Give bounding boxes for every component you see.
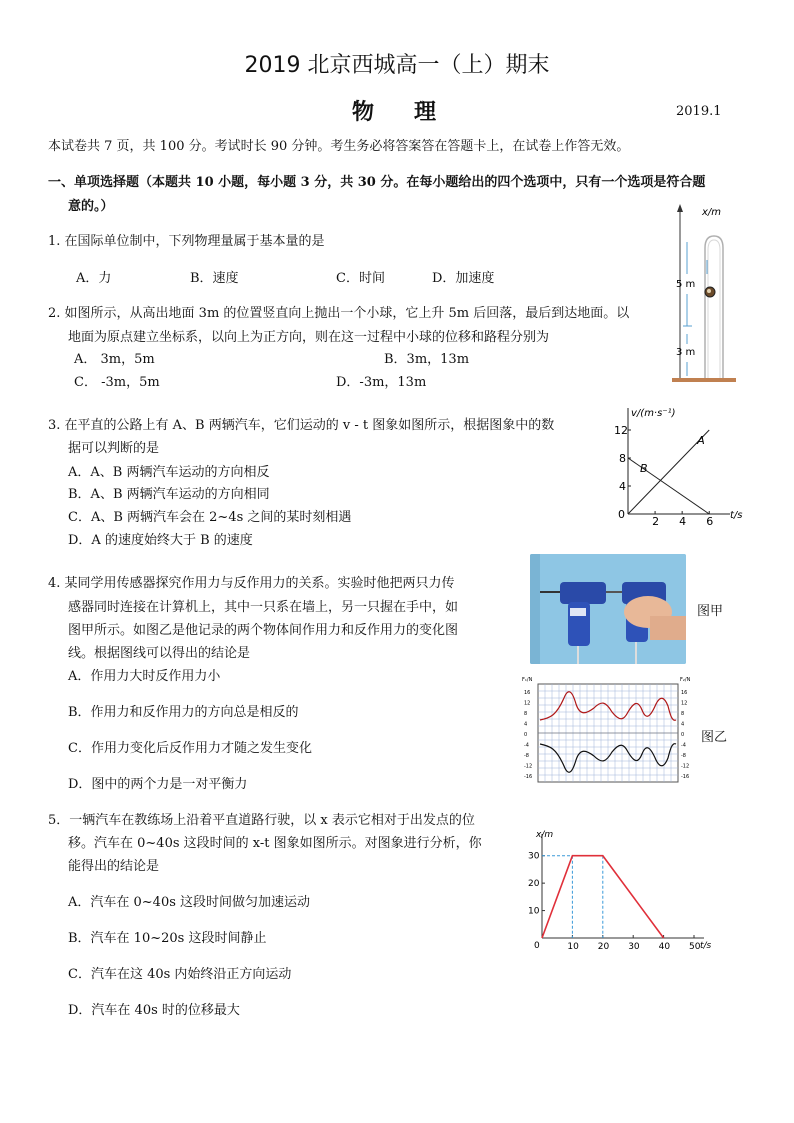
q5-stem-3: 能得出的结论是 — [68, 859, 160, 874]
sensor-photo — [530, 554, 686, 664]
force-sensors-image — [530, 554, 686, 664]
section-heading: 一、单项选择题（本题共 10 小题，每小题 3 分，共 30 分。在每小题给出的四个选项中，只有一个选项是符合题 — [48, 175, 706, 190]
left-tick-label: -4 — [524, 742, 529, 749]
q3-stem: 3. 在平直的公路上有 A、B 两辆汽车，它们运动的 v - t 图象如图所示，根据图象中的数 — [48, 418, 555, 433]
y-axis-label: x/m — [536, 830, 554, 840]
q5-option-b: B．汽车在 10~20s 这段时间静止 — [68, 931, 267, 946]
q3-option-c: C．A、B 两辆汽车会在 2~4s 之间的某时刻相遇 — [68, 510, 352, 525]
q2-option-b: B．3m，13m — [384, 352, 470, 367]
x-axis-label: t/s — [700, 941, 712, 951]
q3-option-b: B．A、B 两辆汽车运动的方向相同 — [68, 487, 270, 502]
q5-xt-chart — [522, 828, 722, 952]
q2-option-c: C． -3m，5m — [74, 375, 160, 390]
right-tick-label: -16 — [681, 774, 690, 780]
q2-figure — [668, 204, 740, 386]
right-tick-label: 4 — [681, 721, 685, 728]
x-tick-label: 4 — [679, 515, 687, 526]
q1-option-d: D．加速度 — [432, 271, 495, 286]
origin-label: 0 — [534, 941, 540, 951]
series-label-A: A — [697, 434, 705, 447]
q1-stem: 1. 在国际单位制中，下列物理量属于基本量的是 — [48, 234, 325, 249]
q2-option-d: D．-3m，13m — [336, 375, 427, 390]
right-tick-label: 16 — [681, 690, 688, 696]
q2-height-5m: 5 m — [676, 279, 696, 290]
q5-option-c: C．汽车在这 40s 内始终沿正方向运动 — [68, 967, 292, 982]
x-tick-label: 50 — [689, 942, 701, 952]
right-tick-label: 12 — [681, 700, 688, 707]
q4-stem-4: 线。根据图线可以得出的结论是 — [68, 646, 251, 661]
q3-option-d: D．A 的速度始终大于 B 的速度 — [68, 533, 253, 548]
fig-a-label: 图甲 — [697, 604, 724, 619]
x-tick-label: 20 — [597, 942, 610, 952]
y-tick-label: 4 — [619, 480, 626, 493]
left-tick-label: -8 — [524, 753, 529, 759]
y-tick-label: 12 — [614, 424, 628, 437]
q2-axis-label: x/m — [702, 207, 722, 218]
right-axis-label: F₂/N — [680, 677, 691, 683]
fig-b-label: 图乙 — [701, 730, 728, 745]
q1-option-c: C．时间 — [336, 271, 385, 286]
right-tick-label: -8 — [681, 753, 686, 759]
y-tick-label: 20 — [528, 879, 540, 890]
q5-option-a: A．汽车在 0~40s 这段时间做匀加速运动 — [68, 895, 311, 910]
left-tick-label: -16 — [524, 774, 533, 780]
left-tick-label: 16 — [524, 690, 531, 696]
x-tick-label: 30 — [628, 942, 640, 952]
q3-option-a: A．A、B 两辆汽车运动的方向相反 — [68, 465, 270, 480]
q1-option-a: A．力 — [76, 271, 112, 286]
right-tick-label: 8 — [681, 711, 685, 717]
q4-stem-3: 图甲所示。如图乙是他记录的两个物体间作用力和反作用力的变化图 — [68, 623, 459, 638]
left-tick-label: 4 — [524, 721, 528, 728]
section-heading-cont: 意的。） — [68, 199, 114, 214]
q4-option-c: C．作用力变化后反作用力才随之发生变化 — [68, 741, 312, 756]
q2-stem: 2. 如图所示，从高出地面 3m 的位置竖直向上抛出一个小球，它上升 5m 后回落，最后到达地面。以 — [48, 306, 630, 321]
q4-option-a: A．作用力大时反作用力小 — [68, 669, 221, 684]
x-tick-label: 6 — [706, 515, 714, 526]
y-tick-label: 8 — [619, 452, 626, 465]
q2-height-3m: 3 m — [676, 347, 696, 358]
x-tick-label: 40 — [658, 942, 671, 952]
q2-stem-cont: 地面为原点建立坐标系，以向上为正方向，则在这一过程中小球的位移和路程分别为 — [68, 330, 550, 345]
right-tick-label: -4 — [681, 742, 686, 749]
y-axis-label: v/(m·s⁻¹) — [631, 408, 676, 419]
page-title: 2019 北京西城高一（上）期末 — [244, 53, 550, 78]
q4-option-b: B．作用力和反作用力的方向总是相反的 — [68, 705, 299, 720]
subject-title: 物理 — [352, 99, 477, 125]
q4-stem: 4. 某同学用传感器探究作用力与反作用力的关系。实验时他把两只力传 — [48, 576, 455, 591]
q5-stem: 5．一辆汽车在教练场上沿着平直道路行驶，以 x 表示它相对于出发点的位 — [48, 813, 475, 828]
force-graph — [520, 674, 696, 790]
q2-option-a: A． 3m，5m — [74, 352, 155, 367]
origin-label: 0 — [618, 508, 625, 521]
right-tick-label: -12 — [681, 763, 690, 770]
q5-option-d: D．汽车在 40s 时的位移最大 — [68, 1003, 240, 1018]
x-tick-label: 10 — [567, 942, 579, 952]
left-tick-label: -12 — [524, 763, 533, 770]
left-tick-label: 12 — [524, 700, 531, 707]
intro-text: 本试卷共 7 页，共 100 分。考试时长 90 分钟。考生务必将答案答在答题卡上，在试卷上作答无效。 — [48, 139, 630, 154]
y-tick-label: 10 — [528, 906, 540, 917]
q1-option-b: B．速度 — [190, 271, 239, 286]
x-axis-label: t/s — [730, 510, 743, 521]
left-axis-label: F₁/N — [522, 677, 533, 683]
left-tick-label: 8 — [524, 711, 528, 717]
left-tick-label: 0 — [524, 732, 528, 738]
q4-stem-2: 感器同时连接在计算机上，其中一只系在墙上，另一只握在手中，如 — [68, 600, 459, 615]
x-tick-label: 2 — [652, 515, 660, 526]
q3-vt-chart — [606, 404, 756, 526]
q5-stem-2: 移。汽车在 0~40s 这段时间的 x-t 图象如图所示。对图象进行分析，你 — [68, 836, 482, 851]
q4-option-d: D．图中的两个力是一对平衡力 — [68, 777, 248, 792]
y-tick-label: 30 — [528, 851, 540, 862]
exam-date: 2019.1 — [676, 104, 722, 119]
series-label-B: B — [640, 462, 648, 475]
q3-stem-cont: 据可以判断的是 — [68, 441, 160, 456]
right-tick-label: 0 — [681, 732, 685, 738]
